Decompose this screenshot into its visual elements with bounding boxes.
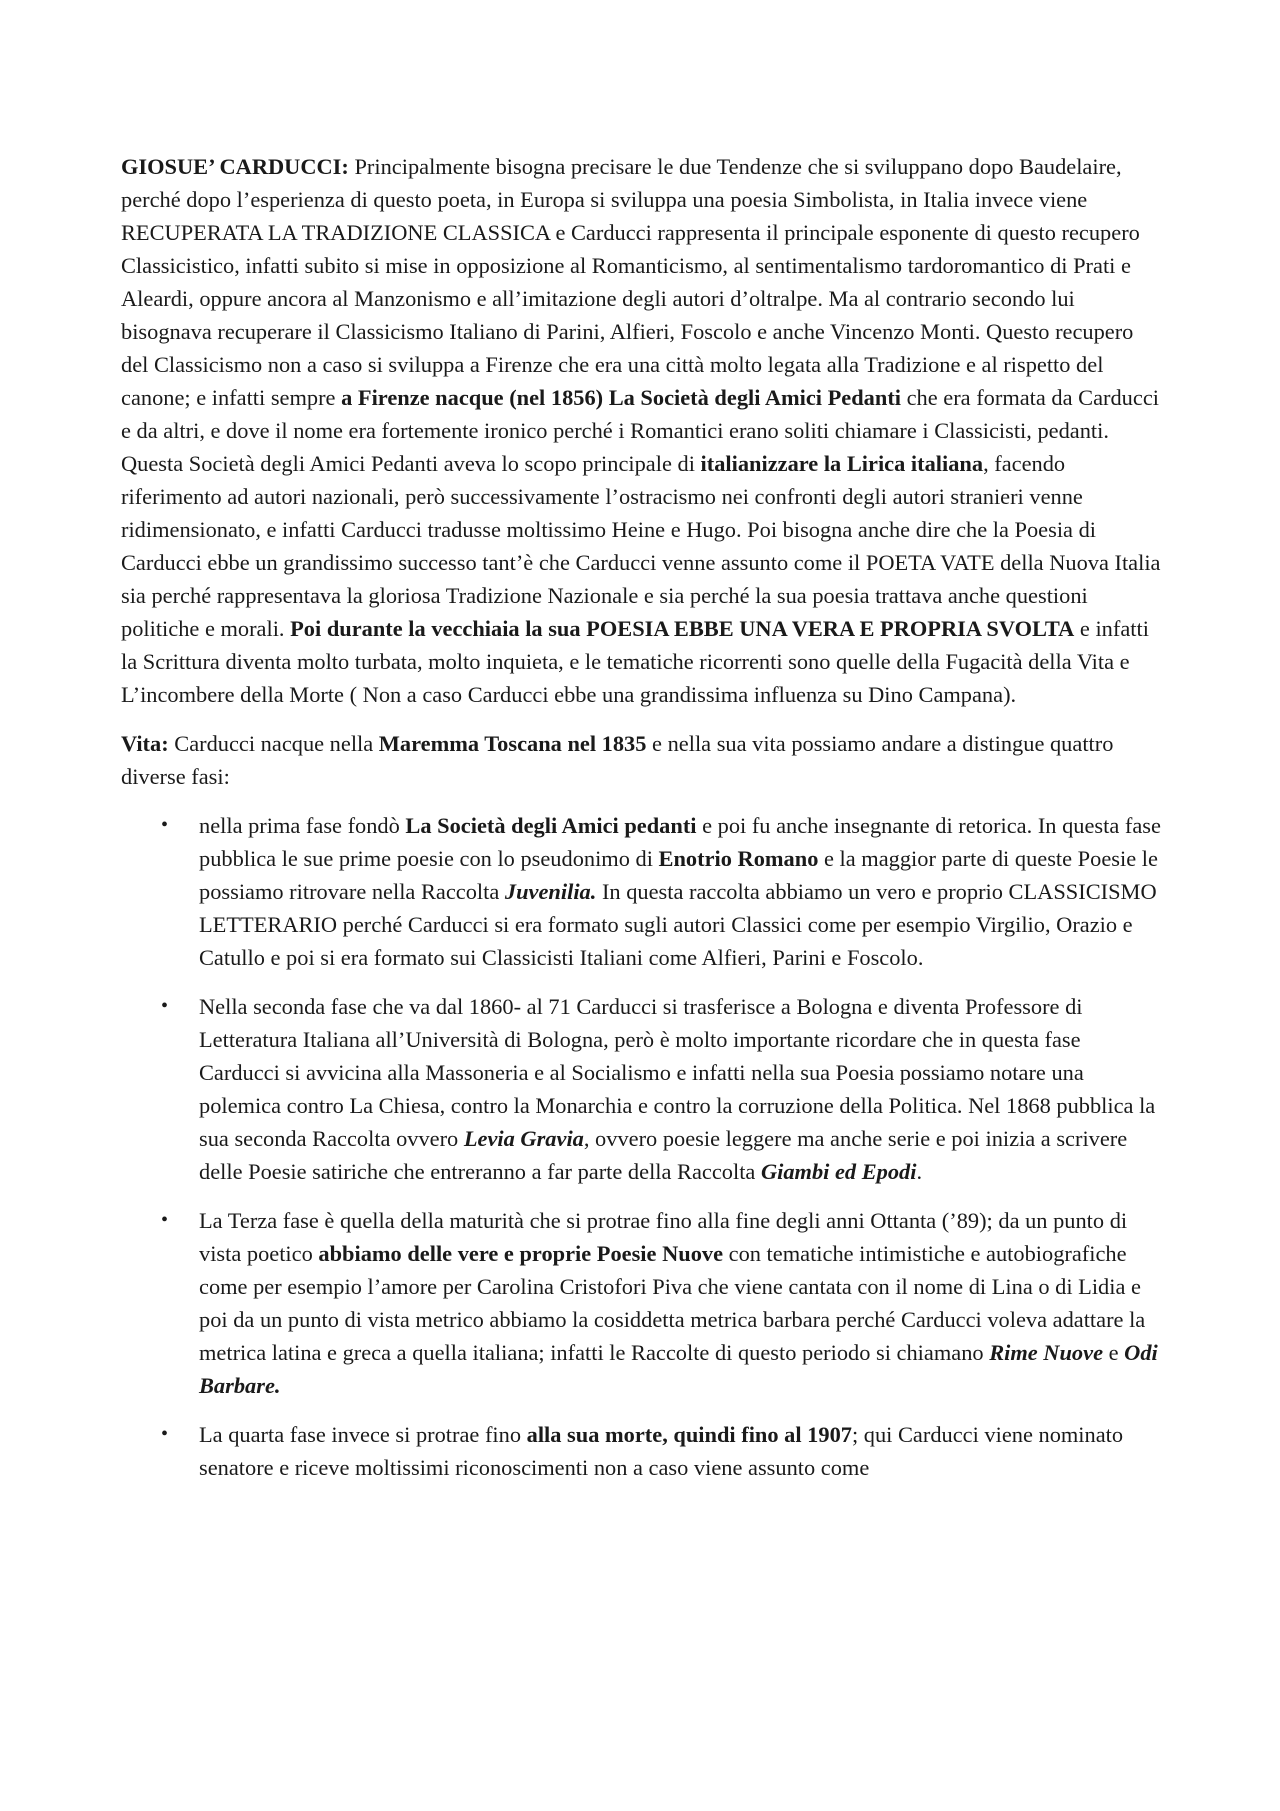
body-text: e la maggior parte di queste Poesie le possiamo ritrovare nella Raccolta xyxy=(199,846,1158,904)
phase-text xyxy=(199,990,1163,1188)
emphasis-text: Vita: xyxy=(121,731,169,756)
phase-list-item xyxy=(121,990,1163,1188)
emphasis-text: italianizzare la Lirica italiana xyxy=(700,451,984,476)
body-text: ; qui Carducci viene nominato senatore e riceve moltissimi riconoscimenti non a caso viene assunto come xyxy=(199,1422,1124,1480)
bullet-icon: • xyxy=(161,1423,169,1445)
body-text: In questa raccolta abbiamo un vero e proprio CLASSICISMO LETTERARIO perché Carducci si era formato sugli autori Classici come per esempio Virgilio, Orazio e Catullo e poi si era formato sui Classicisti Italiani come Alfieri, Parini e Foscolo. xyxy=(199,879,1157,970)
body-text: , ovvero poesie leggere ma anche serie e poi inizia a scrivere delle Poesie satiriche che entreranno a far parte della Raccolta xyxy=(199,1126,1128,1184)
body-text: La Terza fase è quella della maturità che si protrae fino alla fine degli anni Ottanta (’89); da un punto di vista poetico xyxy=(199,1208,1128,1266)
body-text: , facendo riferimento ad autori nazionali, però successivamente l’ostracismo nei confronti degli autori stranieri venne ridimensionato, e infatti Carducci tradusse moltissimo Heine e Hugo. Poi bisogna anche dire che la Poesia di Carducci ebbe un grandissimo successo tant’è che Carducci venne assunto come il POETA VATE della Nuova Italia sia perché rappresentava la gloriosa Tradizione Nazionale e sia perché la sua poesia trattava anche questioni politiche e morali. xyxy=(121,451,1161,641)
body-text: e infatti la Scrittura diventa molto turbata, molto inquieta, e le tematiche ricorrenti sono quelle della Fugacità della Vita e L’incombere della Morte ( Non a caso Carducci ebbe una grandissima influenza su Dino Campana). xyxy=(121,616,1149,707)
emphasis-text: Poi durante la vecchiaia la sua POESIA EBBE UNA VERA E PROPRIA SVOLTA xyxy=(290,616,1075,641)
intro-paragraph xyxy=(121,150,1163,711)
phase-list-item xyxy=(121,1418,1163,1484)
document-body xyxy=(121,150,1163,1484)
body-text: con tematiche intimistiche e autobiografiche come per esempio l’amore per Carolina Cristofori Piva che viene cantata con il nome di Lina o di Lidia e poi da un punto di vista metrico abbiamo la cosiddetta metrica barbara perché Carducci voleva adattare la metrica latina e greca a quella italiana; infatti le Raccolte di questo periodo si chiamano xyxy=(199,1241,1146,1365)
phase-list-item xyxy=(121,1204,1163,1402)
body-text: che era formata da Carducci e da altri, e dove il nome era fortemente ironico perché i Romantici erano soliti chiamare i Classicisti, pedanti. Questa Società degli Amici Pedanti aveva lo scopo principale di xyxy=(121,385,1159,476)
emphasis-text: GIOSUE’ CARDUCCI: xyxy=(121,154,349,179)
body-text: e xyxy=(1103,1340,1125,1365)
emphasis-text: a Firenze nacque (nel 1856) La Società degli Amici Pedanti xyxy=(341,385,902,410)
emphasis-text: Giambi ed Epodi xyxy=(760,1159,917,1184)
bullet-icon: • xyxy=(161,1209,169,1231)
body-text: . xyxy=(916,1159,923,1184)
emphasis-text: Odi Barbare. xyxy=(199,1340,1158,1398)
body-text: Carducci nacque nella xyxy=(168,731,379,756)
emphasis-text: Levia Gravia xyxy=(463,1126,584,1151)
emphasis-text: abbiamo delle vere e proprie Poesie Nuove xyxy=(318,1241,724,1266)
body-text: e nella sua vita possiamo andare a distingue quattro diverse fasi: xyxy=(121,731,1114,789)
vita-paragraph xyxy=(121,727,1163,793)
emphasis-text: Enotrio Romano xyxy=(658,846,819,871)
bullet-icon: • xyxy=(161,995,169,1017)
emphasis-text: alla sua morte, quindi fino al 1907 xyxy=(526,1422,852,1447)
body-text: Nella seconda fase che va dal 1860- al 71 Carducci si trasferisce a Bologna e diventa Professore di Letteratura Italiana all’Università di Bologna, però è molto importante ricordare che in questa fase Carducci si avvicina alla Massoneria e al Socialismo e infatti nella sua Poesia possiamo notare una polemica contro La Chiesa, contro la Monarchia e contro la corruzione della Politica. Nel 1868 pubblica la sua seconda Raccolta ovvero xyxy=(199,994,1156,1151)
phase-text xyxy=(199,1418,1163,1484)
body-text: La quarta fase invece si protrae fino xyxy=(199,1422,527,1447)
body-text: Principalmente bisogna precisare le due Tendenze che si sviluppano dopo Baudelaire, perché dopo l’esperienza di questo poeta, in Europa si sviluppa una poesia Simbolista, in Italia invece viene RECUPERATA LA TRADIZIONE CLASSICA e Carducci rappresenta il principale esponente di questo recupero Classicistico, infatti subito si mise in opposizione al Romanticismo, al sentimentalismo tardoromantico di Prati e Aleardi, oppure ancora al Manzonismo e all’imitazione degli autori d’oltralpe. Ma al contrario secondo lui bisognava recuperare il Classicismo Italiano di Parini, Alfieri, Foscolo e anche Vincenzo Monti. Questo recupero del Classicismo non a caso si sviluppa a Firenze che era una città molto legata alla Tradizione e al rispetto del canone; e infatti sempre xyxy=(121,154,1140,410)
body-text: e poi fu anche insegnante di retorica. In questa fase pubblica le sue prime poesie con lo pseudonimo di xyxy=(199,813,1161,871)
phase-list-item xyxy=(121,809,1163,974)
emphasis-text: Juvenilia. xyxy=(504,879,597,904)
phase-text xyxy=(199,809,1163,974)
bullet-icon: • xyxy=(161,814,169,836)
emphasis-text: Maremma Toscana nel 1835 xyxy=(378,731,647,756)
phases-list xyxy=(121,809,1163,1484)
emphasis-text: La Società degli Amici pedanti xyxy=(405,813,697,838)
body-text: nella prima fase fondò xyxy=(199,813,406,838)
emphasis-text: Rime Nuove xyxy=(989,1340,1104,1365)
phase-text xyxy=(199,1204,1163,1402)
